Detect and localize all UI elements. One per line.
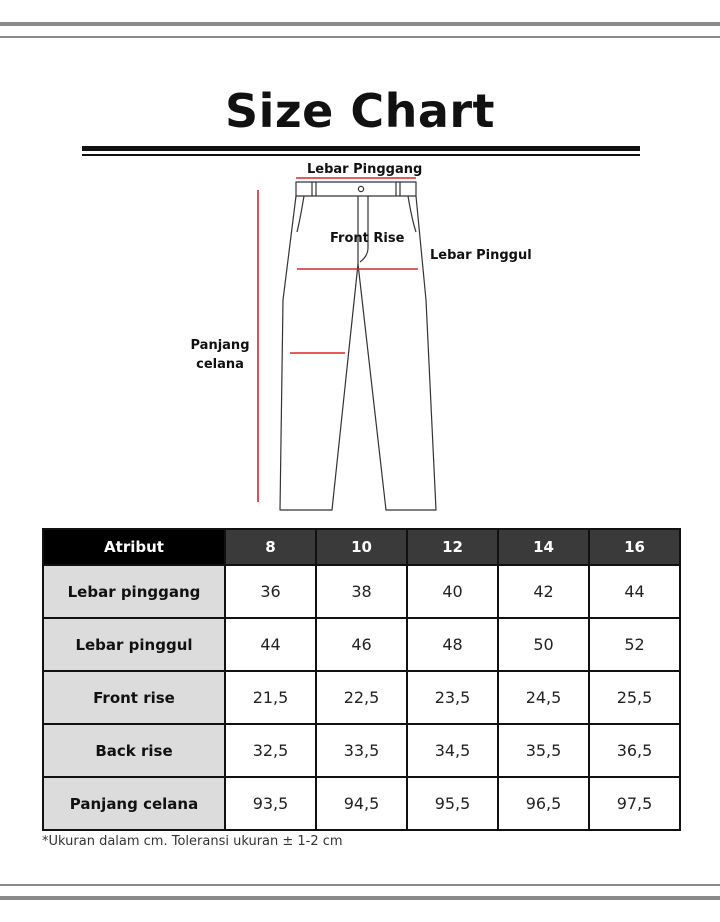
table-cell: 35,5 (498, 724, 589, 777)
header-size: 14 (498, 529, 589, 565)
table-cell: 25,5 (589, 671, 680, 724)
size-table (42, 528, 681, 831)
table-cell: 96,5 (498, 777, 589, 830)
table-cell: 23,5 (407, 671, 498, 724)
bottom-border-inner (0, 884, 720, 886)
header-size: 12 (407, 529, 498, 565)
length-label (188, 336, 252, 374)
table-cell: 93,5 (225, 777, 316, 830)
table-row (43, 724, 680, 777)
table-cell: 44 (589, 565, 680, 618)
table-cell: 52 (589, 618, 680, 671)
table-cell: 22,5 (316, 671, 407, 724)
table-cell: 40 (407, 565, 498, 618)
row-label: Front rise (43, 671, 225, 724)
table-cell: 34,5 (407, 724, 498, 777)
header-size: 8 (225, 529, 316, 565)
header-attribute: Atribut (43, 529, 225, 565)
table-cell: 50 (498, 618, 589, 671)
table-row (43, 671, 680, 724)
table-row (43, 777, 680, 830)
waistband (296, 182, 416, 196)
table-cell: 38 (316, 565, 407, 618)
table-cell: 44 (225, 618, 316, 671)
row-label: Lebar pinggang (43, 565, 225, 618)
table-row (43, 618, 680, 671)
table-cell: 42 (498, 565, 589, 618)
left-pocket (297, 196, 304, 232)
table-header-row (43, 529, 680, 565)
front-rise-label: Front Rise (330, 231, 405, 246)
bottom-border (0, 896, 720, 900)
table-cell: 95,5 (407, 777, 498, 830)
table-cell: 94,5 (316, 777, 407, 830)
table-row (43, 565, 680, 618)
table-cell: 33,5 (316, 724, 407, 777)
row-label: Back rise (43, 724, 225, 777)
table-cell: 46 (316, 618, 407, 671)
pants-fly (358, 196, 368, 264)
row-label: Lebar pinggul (43, 618, 225, 671)
table-cell: 32,5 (225, 724, 316, 777)
table-cell: 48 (407, 618, 498, 671)
length-label-line1: Panjang (190, 338, 250, 353)
table-cell: 36 (225, 565, 316, 618)
size-note: *Ukuran dalam cm. Toleransi ukuran ± 1-2 cm (42, 834, 343, 849)
table-cell: 36,5 (589, 724, 680, 777)
length-label-line2: celana (196, 357, 244, 372)
header-size: 16 (589, 529, 680, 565)
row-label: Panjang celana (43, 777, 225, 830)
page-title: Size Chart (224, 84, 496, 138)
waist-button (358, 186, 363, 191)
hip-label: Lebar Pinggul (430, 248, 532, 263)
header-size: 10 (316, 529, 407, 565)
waist-label: Lebar Pinggang (307, 162, 423, 177)
table-cell: 21,5 (225, 671, 316, 724)
table-cell: 97,5 (589, 777, 680, 830)
right-pocket (408, 196, 416, 232)
table-cell: 24,5 (498, 671, 589, 724)
